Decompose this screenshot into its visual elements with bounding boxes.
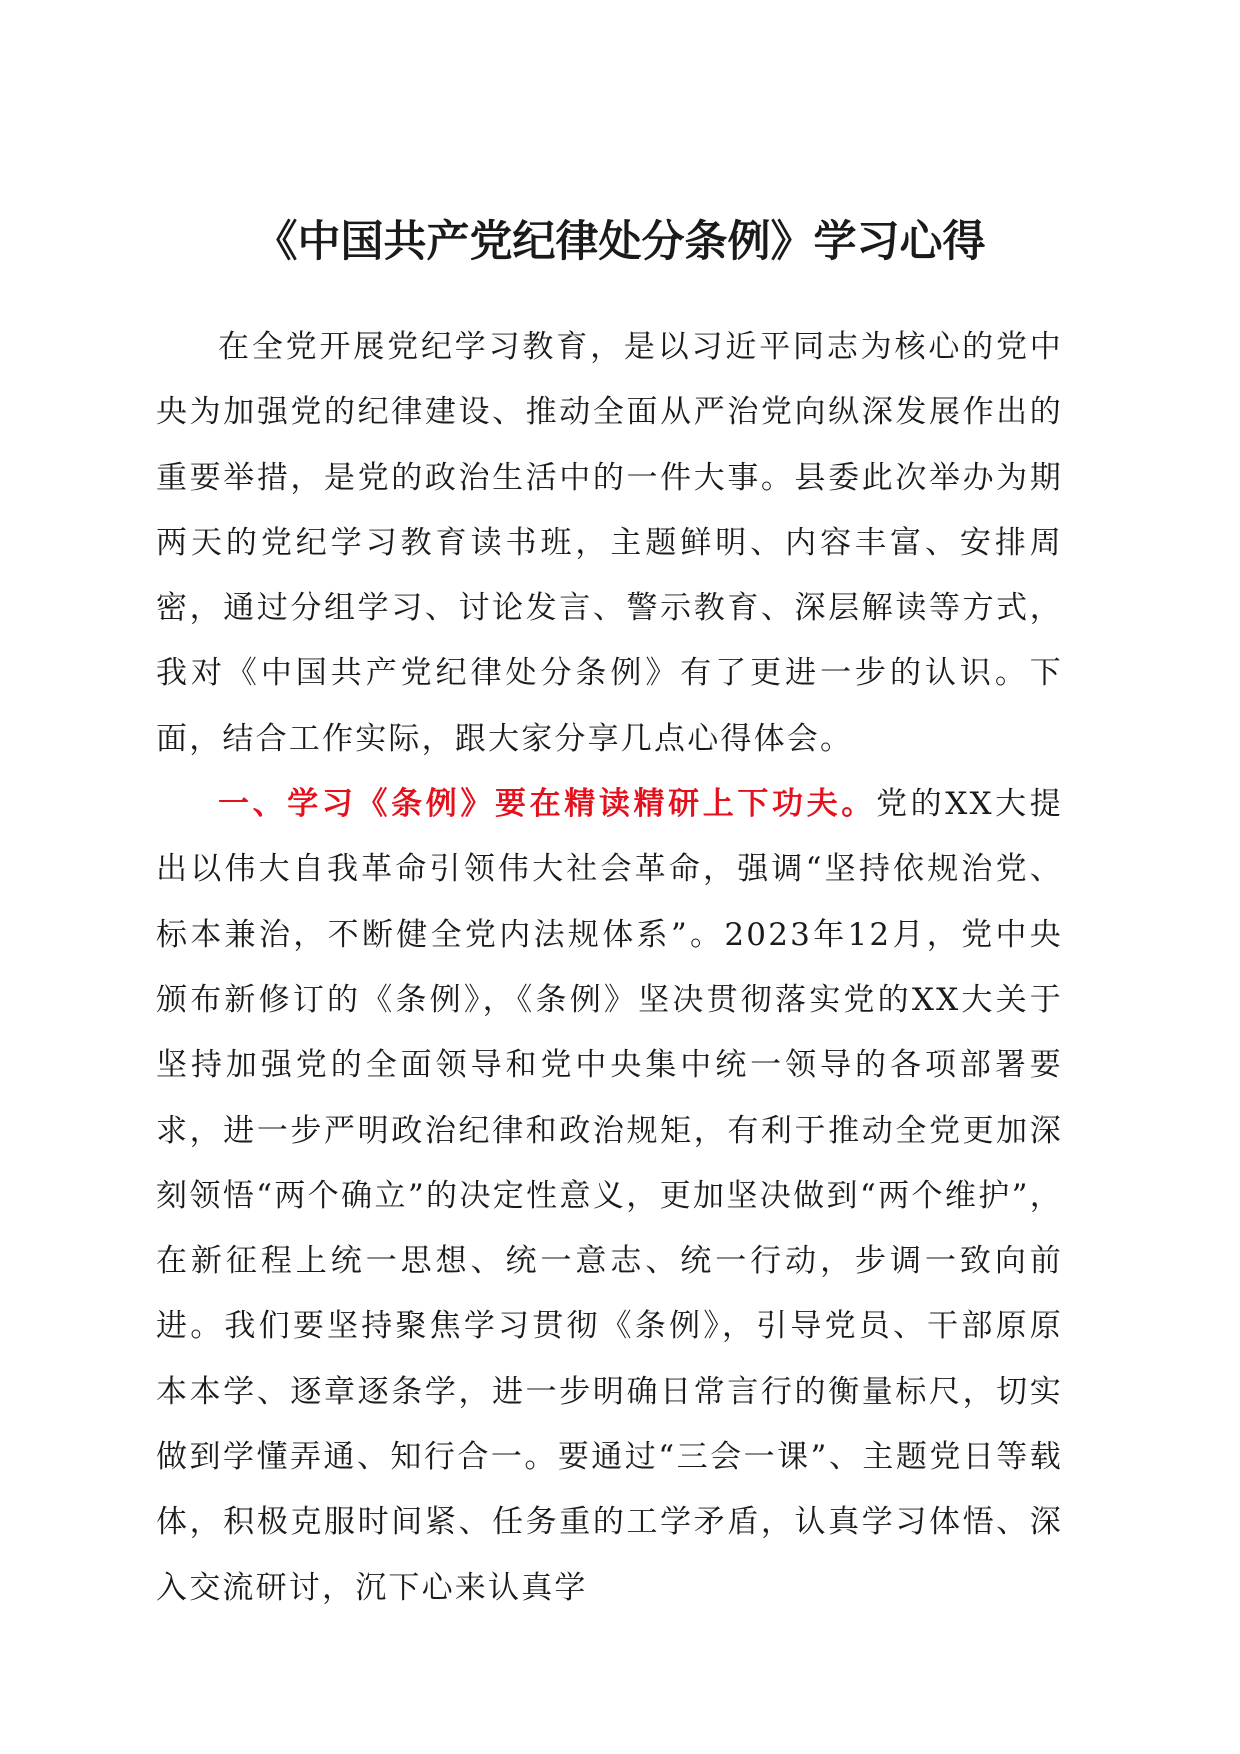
section-one-text: 党的XX大提出以伟大自我革命引领伟大社会革命，强调“坚持依规治党、标本兼治，不断健全党内法规体系”。2023年12月，党中央颁布新修订的《条例》，《条例》坚决贯彻落实党的XX大关于坚持加强党的全面领导和党中央集中统一领导的各项部署要求，进一步严明政治纪律和政治规矩，有利于推动全党更加深刻领悟“两个确立”的决定性意义，更加坚决做到“两个维护”，在新征程上统一思想、统一意志、统一行动，步调一致向前进。我们要坚持聚焦学习贯彻《条例》，引导党员、干部原原本本学、逐章逐条学，进一步明确日常言行的衡量标尺，切实做到学懂弄通、知行合一。要通过“三会一课”、主题党日等载体，积极克服时间紧、任务重的工学矛盾，认真学习体悟、深入交流研讨，沉下心来认真学 [156, 786, 1063, 1606]
document-body [156, 315, 1063, 1621]
document-title: 《中国共产党纪律处分条例》学习心得 [254, 217, 986, 267]
intro-paragraph-text: 在全党开展党纪学习教育，是以习近平同志为核心的党中央为加强党的纪律建设、推动全面从严治党向纵深发展作出的重要举措，是党的政治生活中的一件大事。县委此次举办为期两天的党纪学习教育读书班，主题鲜明、内容丰富、安排周密，通过分组学习、讨论发言、警示教育、深层解读等方式，我对《中国共产党纪律处分条例》有了更进一步的认识。下面，结合工作实际，跟大家分享几点心得体会。 [156, 329, 1063, 757]
section-one-heading: 一、学习《条例》要在精读精研上下功夫。 [218, 786, 876, 823]
intro-paragraph [156, 315, 1063, 772]
section-one-paragraph [156, 772, 1063, 1621]
